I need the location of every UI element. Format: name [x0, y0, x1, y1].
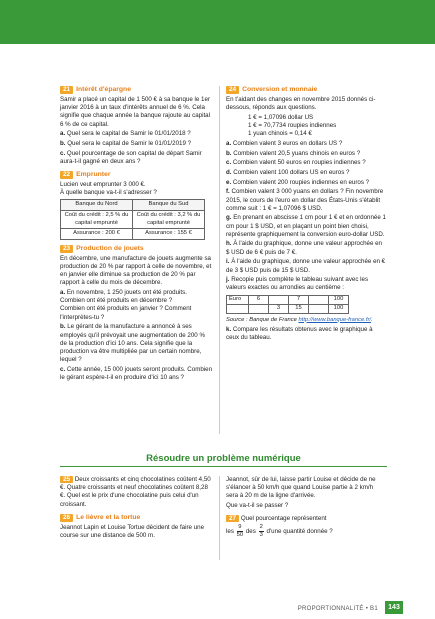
table-cell: Assurance : 200 €	[61, 229, 133, 240]
column-divider	[219, 86, 220, 434]
exercise-number: 27	[226, 515, 239, 522]
table-header: Banque du Nord	[61, 200, 133, 211]
table-cell: Coût du crédit : 2,5 % du capital emprunté	[61, 210, 133, 228]
table-cell: 7	[289, 295, 309, 304]
left-column	[60, 86, 213, 387]
top-banner	[0, 0, 435, 44]
fraction-9-50: $\frac{9}{50}$	[236, 524, 244, 539]
table-header: Banque du Sud	[133, 200, 205, 211]
exercise-26-question: Que va-t-il se passer ?	[226, 502, 289, 510]
exercise-number: 25	[60, 476, 73, 483]
question-e: e. Combien valent 200 roupies indiennes en euros ?	[226, 178, 370, 186]
question-b: b. Quel sera le capital de Samir le 01/01/2019 ?	[60, 139, 192, 147]
question-i: i. À l'aide du graphique, donne une valeur approchée en € de 3 $ USD puis de 15 $ USD.	[226, 258, 386, 274]
question-a: a. Quel sera le capital de Samir le 01/01/2018 ?	[60, 130, 191, 138]
exchange-rate: 1 yuan chinois = 0,14 €	[248, 130, 312, 138]
exercise-intro: Lucien veut emprunter 3 000 €.	[60, 180, 146, 188]
exercise-text: Quel pourcentage représentent	[240, 515, 327, 523]
fraction-2-3: $\frac{2}{3}$	[259, 524, 263, 539]
table-cell: 15	[289, 304, 309, 313]
exercise-title: Production de jouets	[76, 244, 144, 252]
conversion-table	[226, 295, 349, 314]
question-g: g. En prenant en abscisse 1 cm pour 1 € et en ordonnée 1 cm pour 1 $ USD, et en plaçant un point bien choisi, représente graphiquement la conversion euro-dollar USD.	[226, 214, 386, 238]
source-note: Source : Banque de France http://www.banque-france.fr/.	[226, 316, 373, 323]
exercise-27: 27 Quel pourcentage représentent les $\frac{9}{50}$ des $\frac{2}{3}$ d'une quantité donnée ?	[226, 515, 333, 539]
bank-comparison-table	[60, 199, 205, 240]
exercise-number: 23	[60, 245, 73, 253]
exercise-text: Deux croissants et cinq chocolatines coûtent 4,50 €. Quatre croissants et neuf chocolatines coûtent 8,28 €. Quel est le prix d'une chocolatine puis celui d'un croissant.	[60, 476, 211, 508]
lower-right-column	[226, 476, 386, 544]
table-cell: 3	[269, 304, 289, 313]
question-c: c. Cette année, 15 000 jouets seront produits. Combien le gérant espère-t-il en produire d'ici 10 ans ?	[60, 365, 213, 381]
exercise-22	[60, 171, 213, 240]
exercise-title: Le lièvre et la tortue	[76, 513, 141, 521]
lower-left-column	[60, 476, 213, 545]
section-heading	[60, 452, 387, 467]
page-footer	[0, 601, 435, 619]
section-title: Résoudre un problème numérique	[146, 453, 301, 464]
exercise-number: 24	[226, 86, 239, 94]
question-a-followup: Combien ont été produits en janvier ? Comment l'interprètes-tu ?	[60, 305, 192, 321]
exercise-21	[60, 86, 213, 166]
right-column	[226, 86, 386, 347]
table-cell: Assurance : 155 €	[133, 229, 205, 240]
exchange-rate: 1 € = 70,7734 roupies indiennes	[248, 122, 337, 130]
question-c: c. Quel pourcentage de son capital de départ Samir aura-t-il gagné en deux ans ?	[60, 149, 202, 165]
question-a: a. Combien valent 3 euros en dollars US ?	[226, 139, 343, 147]
table-cell	[309, 304, 329, 313]
question-b: b. Le gérant de la manufacture a annoncé à ses employés qu'il prévoyait une augmentation de 200 % de la production d'ici 10 ans. Cela signifie que la production va être multipliée par un certain nombre, lequel ?	[60, 323, 205, 364]
table-cell: 6	[249, 295, 269, 304]
exercise-intro: À quelle banque va-t-il s'adresser ?	[60, 189, 157, 197]
table-row-label: Euro	[227, 295, 249, 304]
exercise-intro: En t'aidant des changes en novembre 2015 donnés ci-dessous, réponds aux questions.	[226, 95, 376, 112]
exercise-title: Emprunter	[76, 170, 111, 178]
exercise-number: 22	[60, 171, 73, 179]
exercise-title: Conversion et monnaie	[242, 86, 318, 93]
exchange-rate: 1 € = 1,07096 dollar US	[248, 113, 314, 121]
question-d: d. Combien valent 100 dollars US en euros ?	[226, 168, 350, 176]
column-divider	[219, 476, 220, 560]
exercise-number: 21	[60, 86, 73, 94]
exercise-text: Jeannot Lapin et Louise Tortue décident de faire une course sur une distance de 500 m.	[60, 523, 205, 539]
table-row	[227, 295, 349, 304]
chapter-label: PROPORTIONNALITÉ • B1	[297, 606, 378, 612]
question-k: k. Compare les résultats obtenus avec le graphique à ceux du tableau.	[226, 325, 373, 341]
exercise-24	[226, 86, 386, 342]
question-c: c. Combien valent 50 euros en roupies indiennes ?	[226, 159, 366, 167]
table-cell	[309, 295, 329, 304]
exercise-26-continued: Jeannot, sûr de lui, laisse partir Louise et décide de ne s'élancer à 50 km/h que quand Louise partie à 2 km/h sera à 20 m de la ligne d'arrivée.	[226, 476, 376, 500]
source-link[interactable]: http://www.banque-france.fr/	[298, 316, 372, 323]
question-b: b. Combien valent 20,5 yuans chinois en euros ?	[226, 149, 361, 157]
table-row-label	[227, 304, 249, 313]
table-cell: 100	[329, 295, 349, 304]
question-j: j. Recopie puis complète le tableau suivant avec les valeurs exactes ou arrondies au centième :	[226, 276, 369, 292]
question-a: a. En novembre, 1 250 jouets ont été produits. Combien ont été produits en décembre ?	[60, 289, 187, 305]
exercise-26	[60, 514, 213, 540]
table-row	[227, 304, 349, 313]
exercise-25	[60, 476, 213, 509]
exercise-title: Intérêt d'épargne	[76, 86, 131, 93]
exercise-23	[60, 245, 213, 382]
table-cell: 100	[329, 304, 349, 313]
table-cell	[269, 295, 289, 304]
exercise-number: 26	[60, 514, 73, 522]
question-f: f. Combien valent 3 000 yuans en dollars ? Fin novembre 2015, le cours de l'euro en dollar des États-Unis s'établit comme suit : 1 € = 1,07096 $ USD.	[226, 188, 384, 212]
exercise-intro: En décembre, une manufacture de jouets augmente sa production de 20 % par rapport à celle de novembre, et en janvier elle diminue sa production de 20 % par rapport à celle du mois de décembre.	[60, 254, 212, 287]
exercise-intro: Samir a placé un capital de 1 500 € à sa banque le 1er janvier 2016 à un taux d'intérêts annuel de 6 %. Cela signifie que chaque année la banque rajoute au capital 6 % de ce capital.	[60, 95, 210, 128]
table-cell: Coût du crédit : 3,2 % du capital emprunté	[133, 210, 205, 228]
question-h: h. À l'aide du graphique, donne une valeur approchée en $ USD de 6 € puis de 7 €.	[226, 240, 383, 256]
table-cell	[249, 304, 269, 313]
page-number: 143	[385, 601, 403, 614]
